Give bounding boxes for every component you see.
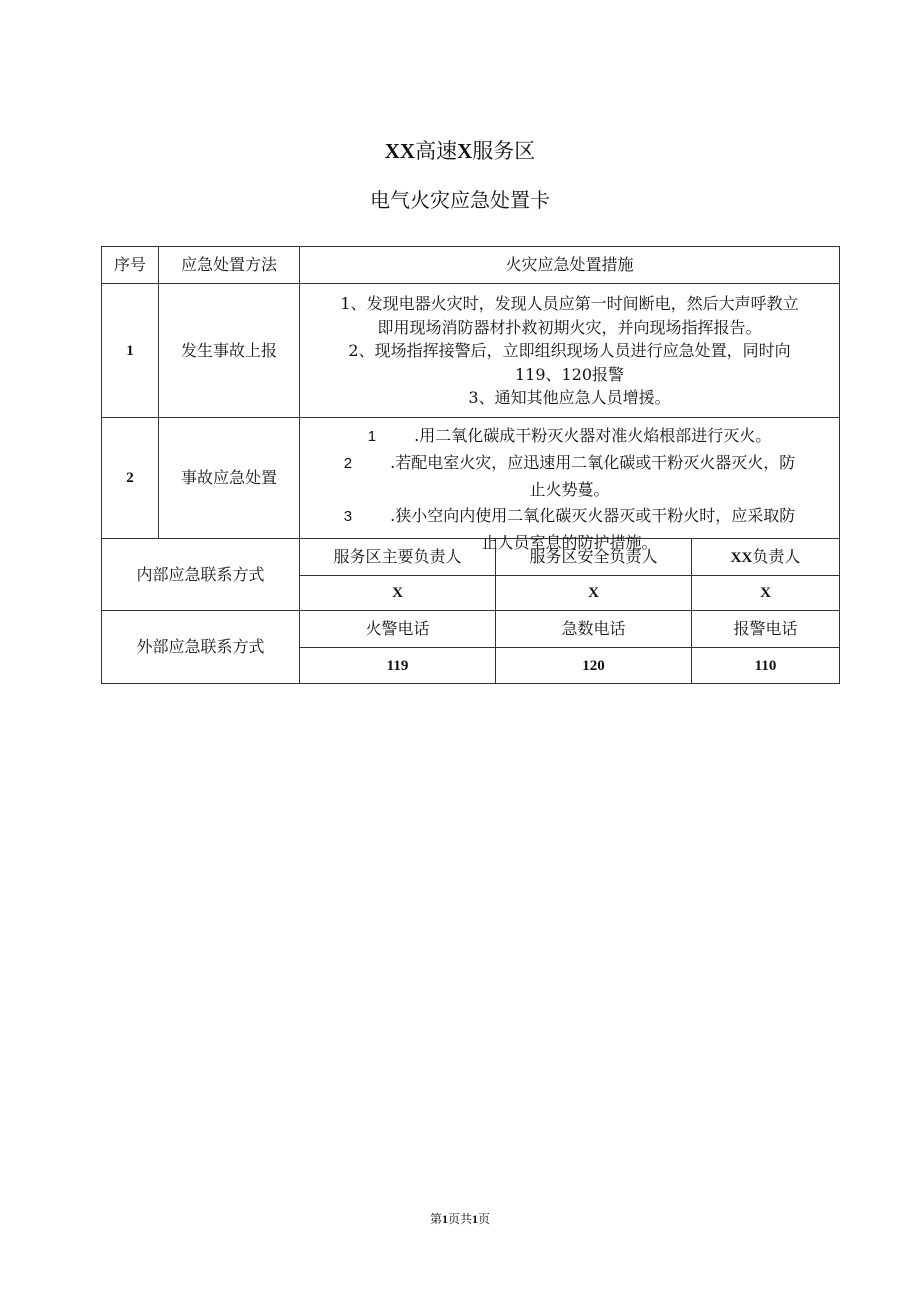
measure-line: 119、120报警: [514, 364, 625, 384]
page-number: 1: [441, 1212, 448, 1226]
title-part: 服务区: [472, 139, 536, 163]
row-method: 发生事故上报: [159, 284, 300, 418]
measure-line: [300, 450, 839, 477]
header-method: 应急处置方法: [159, 247, 300, 284]
emergency-card-table: [101, 246, 840, 684]
title-part: 高速: [415, 139, 458, 163]
document-title: [0, 136, 920, 166]
row-method: 事故应急处置: [159, 418, 300, 539]
title-part: X: [457, 139, 473, 163]
external-contact-header: 火警电话: [300, 611, 496, 648]
header-prefix: XX: [730, 549, 753, 566]
measure-text: .若配电室火灾，应迅速用二氧化碳或干粉灭火器灭火，防: [390, 453, 796, 472]
internal-contact-header: 服务区安全负责人: [496, 539, 692, 576]
header-measures: 火灾应急处置措施: [300, 247, 840, 284]
title-part: XX: [384, 139, 416, 163]
measure-line: 即用现场消防器材扑救初期火灾，并向现场指挥报告。: [377, 317, 762, 337]
footer-part: 页: [478, 1212, 491, 1226]
external-contact-value: 119: [300, 648, 496, 684]
page-total: 1: [472, 1212, 478, 1226]
row-measures: [300, 418, 840, 552]
header-suffix: 负责人: [752, 546, 801, 566]
measure-text: .用二氧化碳成干粉灭火器对准火焰根部进行灭火。: [414, 426, 772, 445]
external-contact-header: 急数电话: [496, 611, 692, 648]
measure-line: [300, 423, 839, 450]
header-index: 序号: [102, 247, 159, 284]
internal-contact-header-row: [102, 539, 840, 576]
table-row: [102, 418, 840, 539]
measure-number: 2: [343, 455, 353, 472]
row-index: 1: [102, 284, 159, 418]
measure-text: .狭小空向内使用二氧化碳灭火器灭或干粉火时，应采取防: [390, 506, 796, 525]
external-contact-header-row: [102, 611, 840, 648]
internal-contact-value: X: [496, 576, 692, 611]
measure-line: 2、现场指挥接警后，立即组织现场人员进行应急处置，同时向: [348, 341, 791, 361]
table-row: [102, 284, 840, 418]
measure-line: 止人员室息的防护措施。: [481, 533, 658, 552]
footer-part: 页共: [447, 1212, 472, 1226]
internal-contact-value: X: [692, 576, 840, 611]
measure-line: 3、通知其他应急人员增援。: [468, 388, 671, 408]
document-subtitle: 电气火灾应急处置卡: [370, 188, 550, 212]
external-contact-value: 110: [692, 648, 840, 684]
measure-line: 1、发现电器火灾时，发现人员应第一时间断电，然后大声呼教立: [340, 294, 799, 314]
row-measures: [300, 284, 840, 418]
internal-contact-label: 内部应急联系方式: [102, 539, 300, 611]
footer-part: 第: [429, 1212, 442, 1226]
internal-contact-header: [692, 539, 840, 576]
external-contact-label: 外部应急联系方式: [102, 611, 300, 684]
row-index: 2: [102, 418, 159, 539]
page-footer: [0, 1211, 920, 1227]
measure-line: 止火势蔓。: [529, 480, 610, 499]
internal-contact-header: 服务区主要负责人: [300, 539, 496, 576]
measure-number: 3: [343, 508, 353, 525]
internal-contact-value: X: [300, 576, 496, 611]
measure-line: [300, 503, 839, 530]
measure-number: 1: [367, 428, 377, 445]
table-header-row: [102, 247, 840, 284]
external-contact-value: 120: [496, 648, 692, 684]
external-contact-header: 报警电话: [692, 611, 840, 648]
